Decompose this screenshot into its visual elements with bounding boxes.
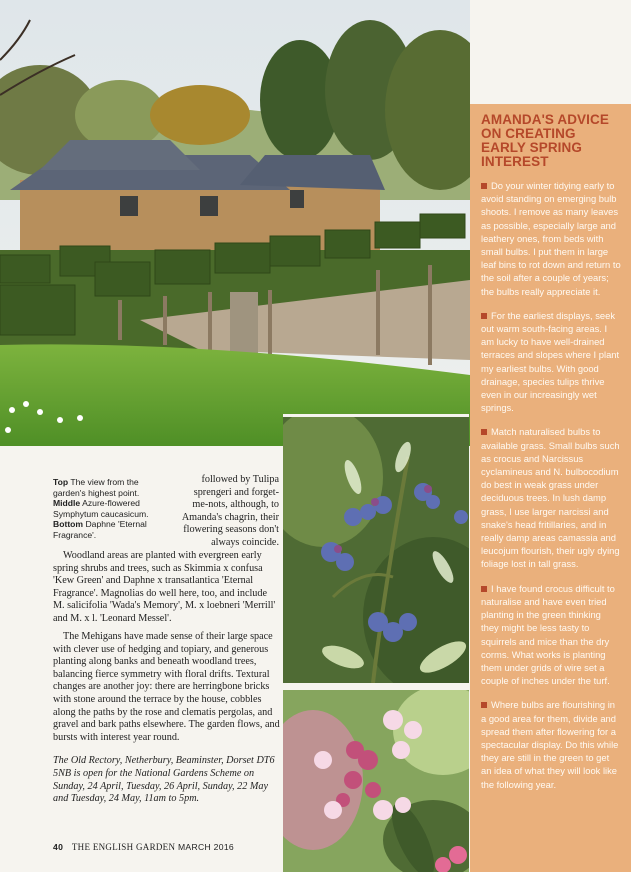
- body-paragraph-mehigans: The Mehigans have made sense of their large space with clever use of hedging and topiary, and generous planting along banks and beneath woodland trees, balancing fierce symmetry with floral drifts. Textural changes are another joy: there are herringbone bricks with stone around the terrace by the house, cobbles along the paths by the rose and clematis pergolas, and gravel and bark paths elsewhere. The garden flows, and bursts with interest year round.: [53, 631, 280, 743]
- bullet-icon: [481, 429, 487, 435]
- page-footer: [53, 842, 281, 852]
- bullet-icon: [481, 183, 487, 189]
- sidebar-tip-text: For the earliest displays, seek out warm south-facing areas. I am lucky to have well-drained terraces and slopes where I plant my earliest bulbs. With good drainage, species tulips thrive even in our increasingly wet springs.: [481, 309, 620, 414]
- symphytum-photo: [283, 414, 469, 683]
- sidebar-title: AMANDA'S ADVICE ON CREATING EARLY SPRING INTEREST: [481, 112, 609, 169]
- caption-bottom-label: Bottom: [53, 519, 84, 530]
- caption-middle-label: Middle: [53, 498, 81, 509]
- caption-bottom-text: Daphne 'Eternal Fragrance'.: [53, 519, 147, 540]
- bullet-icon: [481, 313, 487, 319]
- sidebar-tip: [481, 582, 621, 688]
- sidebar-tip: [481, 425, 621, 570]
- daphne-photo: [283, 690, 469, 872]
- body-paragraph-woodland: Woodland areas are planted with evergreen early spring shrubs and trees, such as Skimmia x confusa 'Kew Green' and Daphne x transatlantica 'Eternal Fragrance'. Magnolias do well here, too, and include M. salicifolia 'Wada's Memory', M. x loebneri 'Merrill' and M. x l. 'Leonard Messel'.: [53, 550, 276, 624]
- visit-info: The Old Rectory, Netherbury, Beaminster, Dorset DT6 5NB is open for the National Gardens Scheme on Sunday, 24 April, Tuesday, 26 April, Sunday, 22 May and Tuesday, 24 May, 11am to 5pm.: [53, 755, 275, 805]
- photo-caption: [53, 477, 163, 541]
- sidebar-tip: [481, 179, 621, 298]
- sidebar-tip: [481, 309, 621, 415]
- sidebar-tip-text: Match naturalised bulbs to available grass. Small bulbs such as crocus and Narcissus cyclamineus and N. bulbocodium do best in weak grass under deciduous trees. In lush damp grass, I use larger narcissi and snake's head fritillaries, and in really damp areas camassia and leucojum flourish, their ugly dying foliage lost in tall grass.: [481, 426, 620, 570]
- caption-middle-text: Azure-flowered Symphytum caucasicum.: [53, 498, 149, 519]
- magazine-name: THE ENGLISH GARDEN: [71, 842, 176, 852]
- sidebar-tip-text: Where bulbs are flourishing in a good area for them, divide and spread them after flowering for a spectacular display. Do this while they are still in the green to get an idea of what they will look like the following year.: [481, 699, 619, 790]
- sidebar-tip: [481, 698, 621, 790]
- caption-top-text: The view from the garden's highest point.: [53, 477, 140, 498]
- sidebar-tip-text: I have found crocus difficult to naturalise and have even tried planting in the green thinking they might be less tasty to squirrels and mice than the dry corms. What works is planting them under grids of wire set a couple of inches under the turf.: [481, 582, 615, 687]
- issue-date: MARCH 2016: [177, 842, 234, 852]
- page-number: 40: [53, 842, 64, 852]
- caption-top-label: Top: [53, 477, 69, 487]
- intro-continuation: followed by Tulipa sprengeri and forget-me-nots, although, to Amanda's chagrin, their flowering seasons don't always coincide.: [181, 474, 279, 548]
- bullet-icon: [481, 702, 487, 708]
- sidebar-tip-text: Do your winter tidying early to avoid standing on emerging bulb shoots. I remove as many leaves as possible, especially large and leathery ones, from beds with small bulbs. I put them in large leaf bins to rot down and return to the soil after a couple of years; the bulbs really appreciate it.: [481, 180, 621, 297]
- garden-view-photo: [0, 0, 470, 446]
- bullet-icon: [481, 586, 487, 592]
- advice-sidebar: [470, 104, 631, 872]
